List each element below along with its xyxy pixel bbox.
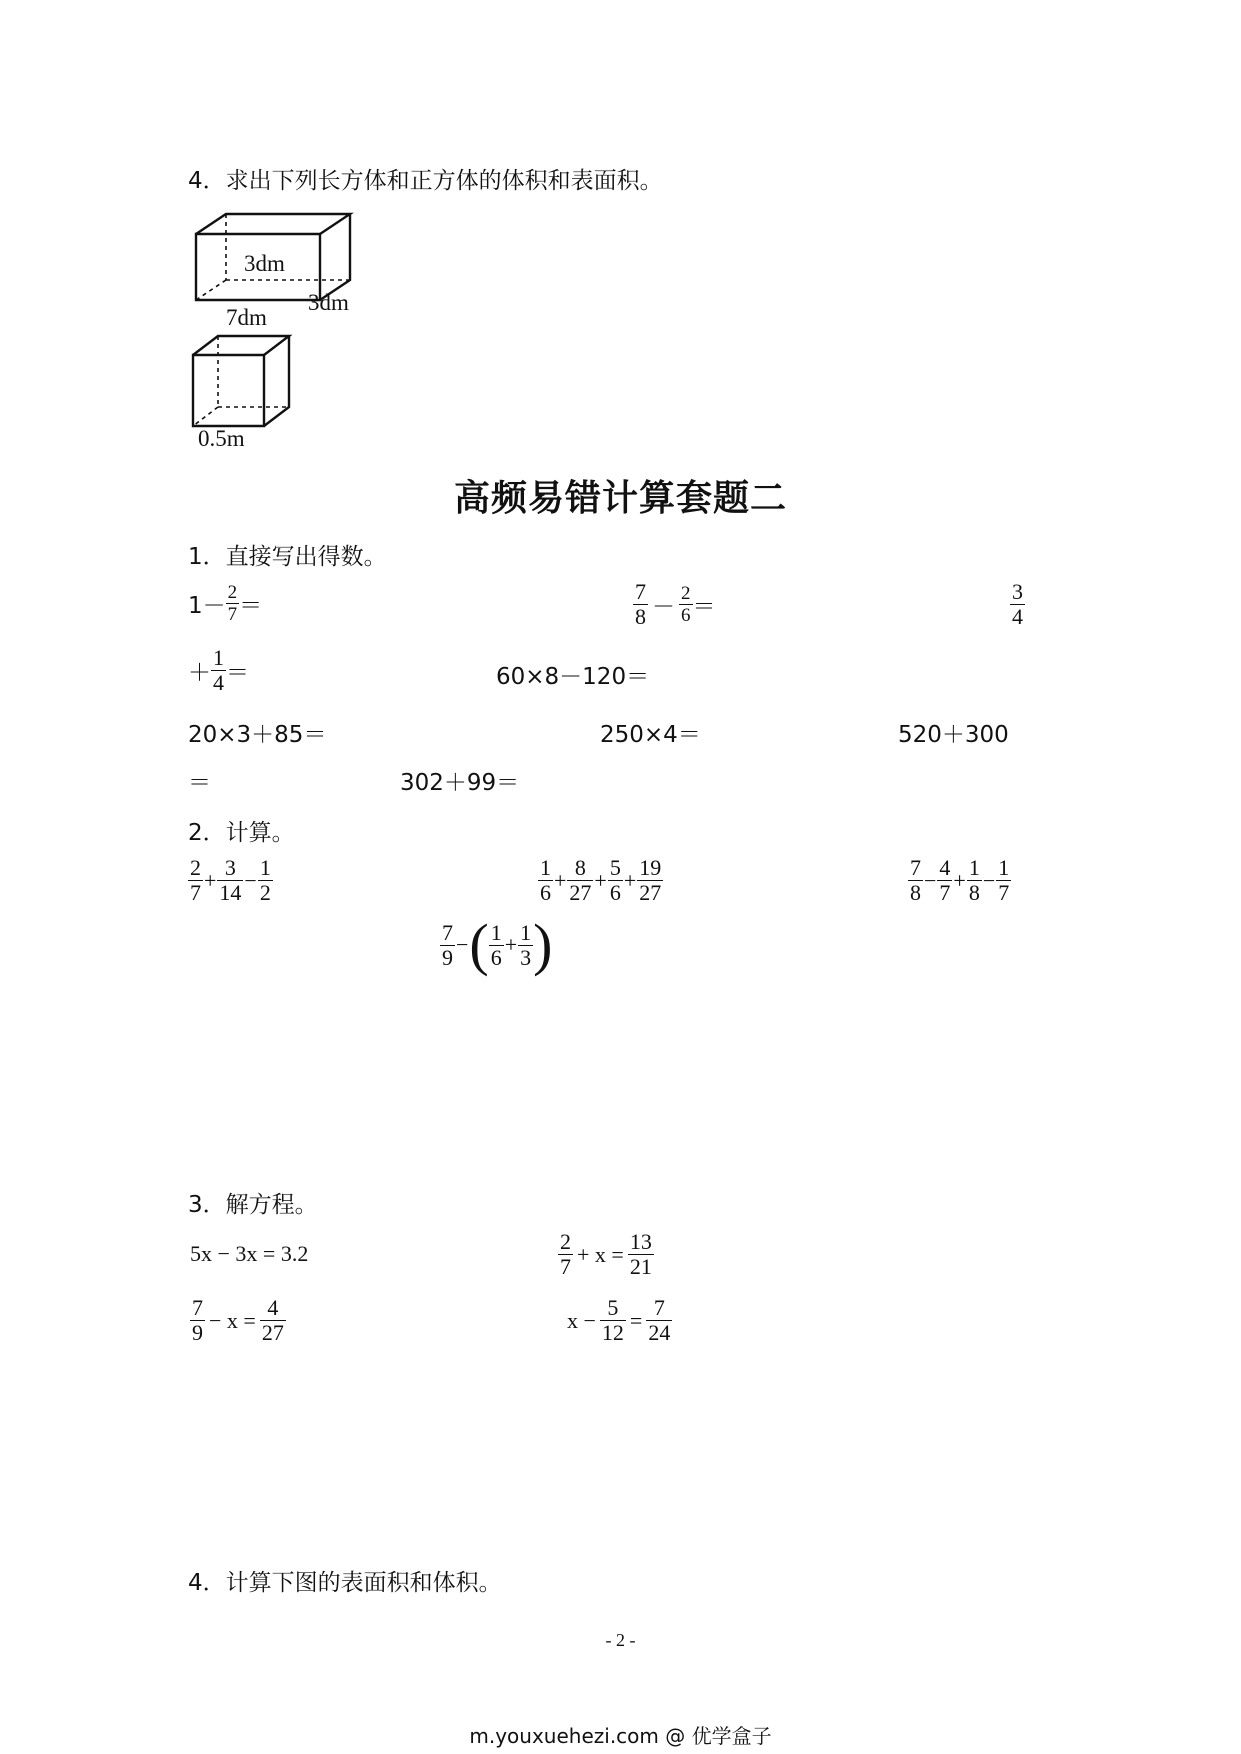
q1-item7-continued: ＝ — [188, 770, 211, 796]
cuboid-figure — [188, 208, 368, 328]
q1-heading: 1．直接写出得数。 — [188, 544, 387, 570]
cuboid-length-label: 7dm — [226, 305, 267, 328]
q3-equation-4: x − $\frac{5}{12}$ = $\frac{7}{24}$ — [567, 1295, 671, 1345]
q1-item7: 520＋300 — [898, 722, 1009, 748]
cuboid-hidden-depth — [196, 280, 226, 300]
q1-item3-fraction: $\frac{3}{4}$ — [1012, 579, 1023, 629]
cuboid-width-label: 3dm — [308, 290, 349, 315]
q1-item5: 20×3＋85＝ — [188, 722, 327, 748]
cube-right-edges — [264, 336, 289, 426]
q1-item1: 1－ $\frac{2}{7}$ ＝ — [188, 582, 263, 625]
q1-item4: 60×8－120＝ — [496, 664, 650, 690]
cuboid-right-edges — [320, 214, 350, 300]
prev-question-4: 4．求出下列长方体和正方体的体积和表面积。 — [188, 168, 663, 194]
footer-watermark: m.youxuehezi.com @ 优学盒子 — [469, 1724, 772, 1748]
section-title: 高频易错计算套题二 — [453, 478, 787, 519]
q3-equation-2: $\frac{2}{7}$ + x = $\frac{13}{21}$ — [560, 1229, 652, 1279]
q3-equation-1: 5x − 3x = 3.2 — [190, 1241, 309, 1266]
q1-item2: $\frac{7}{8}$ － $\frac{2}{6}$ ＝ — [635, 579, 716, 629]
q2-expression-2: $\frac{1}{6}$ + $\frac{8}{27}$ + $\frac{5}{6}$ + $\frac{19}{27}$ — [540, 855, 662, 905]
q2-heading: 2．计算。 — [188, 820, 295, 846]
q3-equation-3: $\frac{7}{9}$ − x = $\frac{4}{27}$ — [192, 1295, 284, 1345]
q4-heading: 4．计算下图的表面积和体积。 — [188, 1570, 502, 1596]
q1-item6: 250×4＝ — [600, 722, 701, 748]
cube-hidden-depth — [193, 407, 218, 426]
cube-edge-label: 0.5m — [198, 426, 245, 450]
cuboid-top-edges — [196, 214, 350, 234]
q3-heading: 3．解方程。 — [188, 1192, 318, 1218]
q2-expression-4: $\frac{7}{9}$ −( $\frac{1}{6}$ + $\frac{1}{3}$ ) — [442, 912, 553, 977]
q2-expression-1: $\frac{2}{7}$ + $\frac{3}{14}$ − $\frac{1}{2}$ — [190, 855, 271, 905]
cuboid-height-label: 3dm — [244, 251, 285, 276]
q2-expression-3: $\frac{7}{8}$ − $\frac{4}{7}$ + $\frac{1}{8}$ − $\frac{1}{7}$ — [910, 855, 1010, 905]
cube-top-edges — [193, 336, 289, 355]
q1-item3-continued: ＋ $\frac{1}{4}$ ＝ — [188, 645, 249, 695]
cube-figure — [188, 332, 308, 450]
q1-item8: 302＋99＝ — [400, 770, 520, 796]
cube-front-face — [193, 355, 264, 426]
page-number: - 2 - — [605, 1630, 636, 1650]
